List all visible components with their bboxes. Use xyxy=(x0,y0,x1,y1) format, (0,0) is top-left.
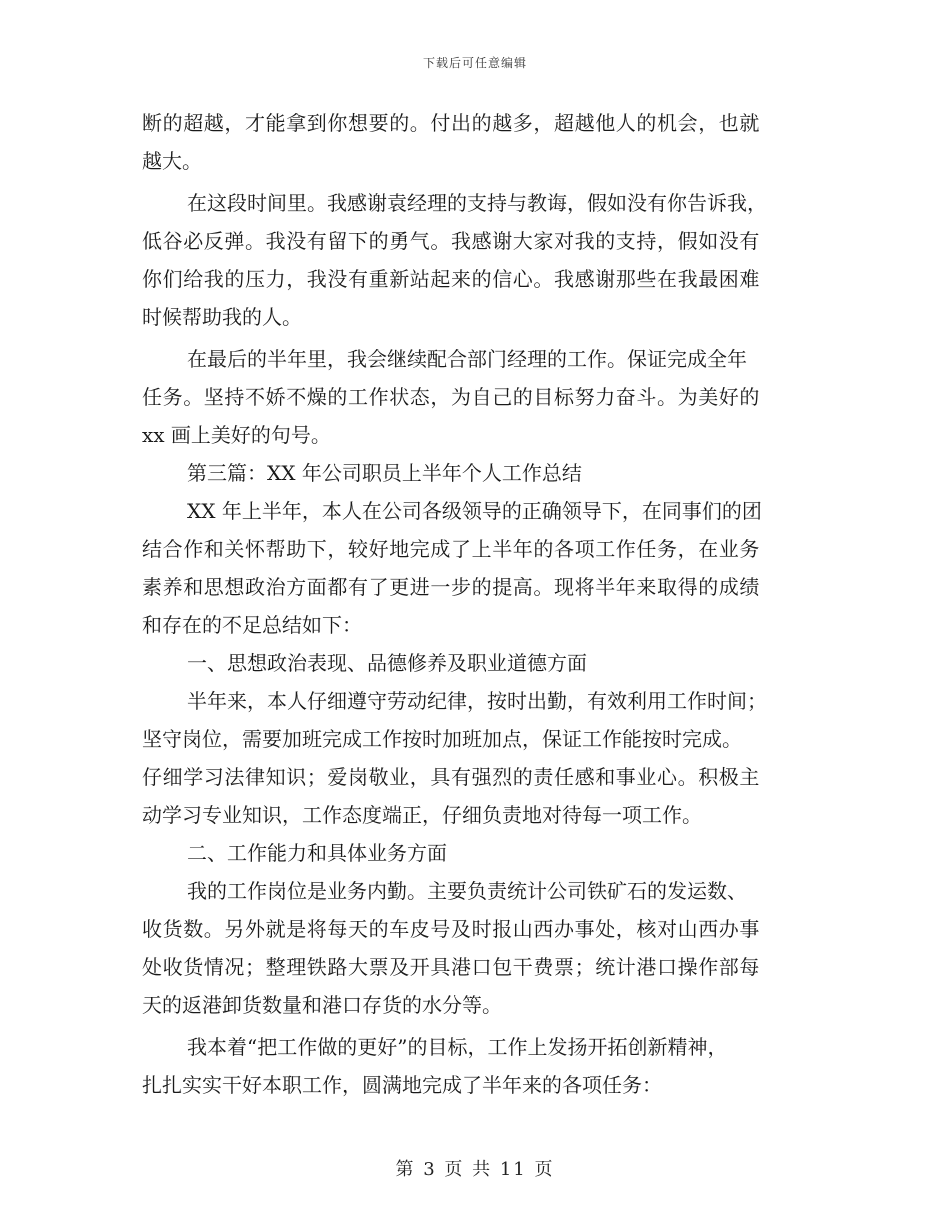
paragraph-line: xx 画上美好的句号。 xyxy=(142,423,331,447)
paragraph-line: 素养和思想政治方面都有了更进一步的提高。现将半年来取得的成绩 xyxy=(142,575,760,599)
paragraph-line: 越大。 xyxy=(142,149,202,173)
subsection-heading: 二、工作能力和具体业务方面 xyxy=(187,841,447,865)
paragraph-line: 结合作和关怀帮助下，较好地完成了上半年的各项工作任务，在业务 xyxy=(142,537,760,561)
paragraph-line: 时候帮助我的人。 xyxy=(142,305,302,329)
section-heading: 第三篇：XX 年公司职员上半年个人工作总结 xyxy=(187,461,582,485)
paragraph-line: 坚守岗位，需要加班完成工作按时加班加点，保证工作能按时完成。 xyxy=(142,727,742,751)
paragraph-line: 半年来，本人仔细遵守劳动纪律，按时出勤，有效利用工作时间； xyxy=(187,689,767,713)
paragraph-line: 收货数。另外就是将每天的车皮号及时报山西办事处，核对山西办事 xyxy=(142,917,760,941)
paragraph-line: 动学习专业知识，工作态度端正，仔细负责地对待每一项工作。 xyxy=(142,803,702,827)
subsection-heading: 一、思想政治表现、品德修养及职业道德方面 xyxy=(187,651,587,675)
paragraph-line: 你们给我的压力，我没有重新站起来的信心。我感谢那些在我最困难 xyxy=(142,267,760,291)
paragraph-line: 在最后的半年里，我会继续配合部门经理的工作。保证完成全年 xyxy=(187,347,747,371)
paragraph-line: 在这段时间里。我感谢袁经理的支持与教诲，假如没有你告诉我， xyxy=(187,191,767,215)
paragraph-line: XX 年上半年，本人在公司各级领导的正确领导下，在同事们的团 xyxy=(187,499,762,523)
document-body xyxy=(142,104,812,1104)
page-number-footer: 第 3 页 共 11 页 xyxy=(395,1159,555,1180)
paragraph-line: 低谷必反弹。我没有留下的勇气。我感谢大家对我的支持，假如没有 xyxy=(142,229,760,253)
page-header: 下载后可任意编辑 xyxy=(422,56,527,70)
paragraph-line: 我的工作岗位是业务内勤。主要负责统计公司铁矿石的发运数、 xyxy=(187,879,747,903)
paragraph-line: 天的返港卸货数量和港口存货的水分等。 xyxy=(142,993,502,1017)
paragraph-line: 仔细学习法律知识；爱岗敬业，具有强烈的责任感和事业心。积极主 xyxy=(142,765,760,789)
paragraph-line: 断的超越，才能拿到你想要的。付出的越多，超越他人的机会，也就 xyxy=(142,111,760,135)
paragraph-line: 和存在的不足总结如下： xyxy=(142,613,362,637)
paragraph-line: 我本着“把工作做的更好”的目标，工作上发扬开拓创新精神， xyxy=(187,1035,728,1059)
paragraph-line: 处收货情况；整理铁路大票及开具港口包干费票；统计港口操作部每 xyxy=(142,955,760,979)
paragraph-line: 任务。坚持不娇不燥的工作状态，为自己的目标努力奋斗。为美好的 xyxy=(142,385,760,409)
paragraph-line: 扎扎实实干好本职工作，圆满地完成了半年来的各项任务： xyxy=(142,1073,662,1097)
